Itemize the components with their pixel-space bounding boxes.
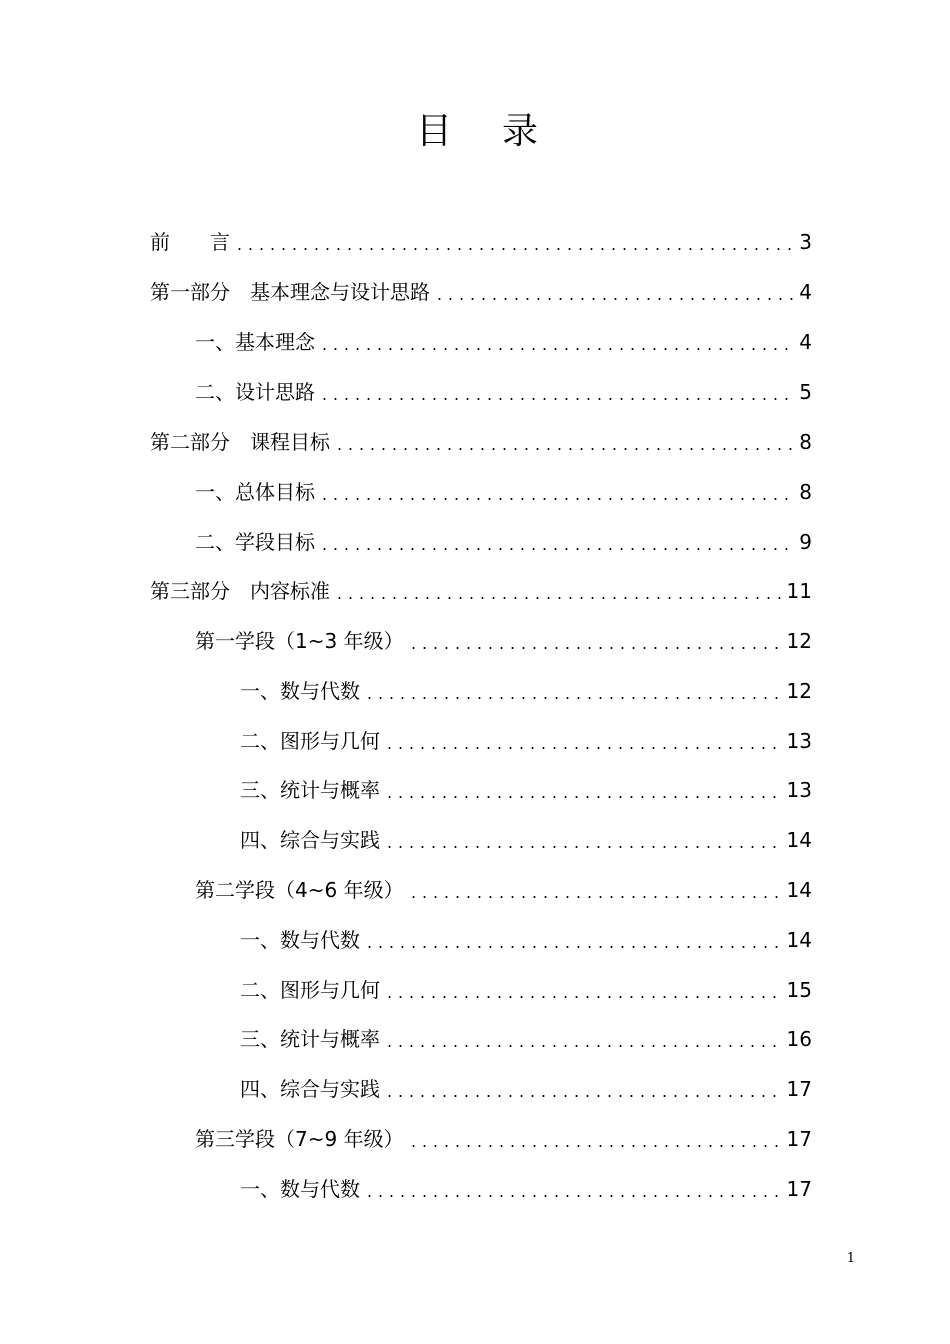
toc-entry[interactable] xyxy=(195,626,812,656)
toc-entry-label: 第三学段（7~9 年级） xyxy=(195,1127,404,1151)
toc-entry[interactable] xyxy=(240,825,812,855)
toc-entry-label: 一、基本理念 xyxy=(195,330,315,354)
toc-entry-page: 4 xyxy=(799,330,812,354)
toc-entry-page: 3 xyxy=(799,230,812,254)
toc-entry-page: 14 xyxy=(786,828,812,852)
dot-leader xyxy=(234,227,793,257)
toc-entry-label: 三、统计与概率 xyxy=(240,1027,380,1051)
page-title: 目录 xyxy=(415,111,588,152)
toc-entry-label: 三、统计与概率 xyxy=(240,778,380,802)
toc-entry-label: 第一部分 基本理念与设计思路 xyxy=(150,280,430,304)
toc-entry-page: 8 xyxy=(799,480,812,504)
toc-entry[interactable] xyxy=(240,775,812,805)
toc-entry-label: 第二学段（4~6 年级） xyxy=(195,878,404,902)
dot-leader xyxy=(319,477,793,507)
toc-entry-page: 14 xyxy=(786,928,812,952)
toc-entry-page: 17 xyxy=(786,1177,812,1201)
toc-entry-label: 四、综合与实践 xyxy=(240,828,380,852)
toc-entry-label: 第二部分 课程目标 xyxy=(150,430,330,454)
dot-leader xyxy=(334,427,793,457)
toc-entry-label: 前 言 xyxy=(150,230,230,254)
toc-entry[interactable] xyxy=(195,377,812,407)
toc-entry-label: 二、设计思路 xyxy=(195,380,315,404)
toc-entry-page: 9 xyxy=(799,530,812,554)
toc-entry[interactable] xyxy=(150,227,812,257)
toc-entry-page: 17 xyxy=(786,1077,812,1101)
toc-entry-label: 第三部分 内容标准 xyxy=(150,579,330,603)
toc-entry-page: 4 xyxy=(799,280,812,304)
toc-entry-label: 二、图形与几何 xyxy=(240,978,380,1002)
toc-entry[interactable] xyxy=(195,327,812,357)
toc-entry[interactable] xyxy=(195,875,812,905)
toc-entry-page: 12 xyxy=(786,629,812,653)
toc-entry-page: 12 xyxy=(786,679,812,703)
toc-entry-page: 5 xyxy=(799,380,812,404)
toc-entry[interactable] xyxy=(240,1174,812,1204)
toc-entry[interactable] xyxy=(150,277,812,307)
toc-entry[interactable] xyxy=(240,676,812,706)
toc-entry-label: 一、数与代数 xyxy=(240,1177,360,1201)
dot-leader xyxy=(319,377,793,407)
toc-entry[interactable] xyxy=(240,975,812,1005)
dot-leader xyxy=(408,875,781,905)
dot-leader xyxy=(364,1174,781,1204)
dot-leader xyxy=(408,1124,781,1154)
dot-leader xyxy=(364,925,781,955)
dot-leader xyxy=(384,825,781,855)
toc-entry-label: 一、数与代数 xyxy=(240,928,360,952)
toc-entry-page: 11 xyxy=(786,579,812,603)
dot-leader xyxy=(384,726,781,756)
toc-entry-page: 15 xyxy=(786,978,812,1002)
toc-entry[interactable] xyxy=(195,1124,812,1154)
toc-entry[interactable] xyxy=(150,576,812,606)
toc-entry[interactable] xyxy=(195,527,812,557)
toc-entry[interactable] xyxy=(240,1024,812,1054)
dot-leader xyxy=(364,676,781,706)
page-number: 1 xyxy=(846,1251,855,1266)
toc-entry-label: 四、综合与实践 xyxy=(240,1077,380,1101)
toc-entry-page: 16 xyxy=(786,1027,812,1051)
toc-entry[interactable] xyxy=(150,427,812,457)
dot-leader xyxy=(319,327,793,357)
dot-leader xyxy=(408,626,781,656)
dot-leader xyxy=(384,975,781,1005)
toc-entry-page: 8 xyxy=(799,430,812,454)
toc-entry[interactable] xyxy=(240,726,812,756)
toc-entry-label: 二、图形与几何 xyxy=(240,729,380,753)
dot-leader xyxy=(434,277,793,307)
toc-entry[interactable] xyxy=(240,1074,812,1104)
dot-leader xyxy=(334,576,781,606)
toc-entry-page: 17 xyxy=(786,1127,812,1151)
dot-leader xyxy=(384,775,781,805)
toc-entry-page: 13 xyxy=(786,778,812,802)
dot-leader xyxy=(384,1074,781,1104)
dot-leader xyxy=(319,527,793,557)
toc-entry-label: 第一学段（1~3 年级） xyxy=(195,629,404,653)
toc-entry[interactable] xyxy=(195,477,812,507)
toc-entry-label: 一、数与代数 xyxy=(240,679,360,703)
dot-leader xyxy=(384,1024,781,1054)
toc-entry-page: 14 xyxy=(786,878,812,902)
toc-entry-page: 13 xyxy=(786,729,812,753)
toc-entry-label: 二、学段目标 xyxy=(195,530,315,554)
toc-entry[interactable] xyxy=(240,925,812,955)
toc-entry-label: 一、总体目标 xyxy=(195,480,315,504)
